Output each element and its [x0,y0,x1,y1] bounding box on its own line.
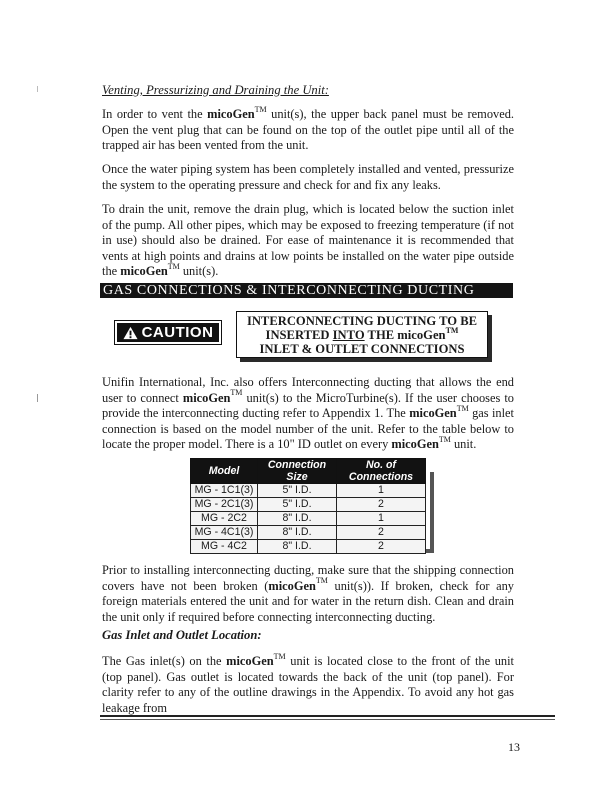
table-cell-model: MG - 4C1(3) [191,526,258,540]
brand-name: micoGen [226,654,274,668]
caution-label-box [114,320,222,345]
paragraph-drain: To drain the unit, remove the drain plug, which is located below the suction inlet of the pump. All other pipes, which may be exposed to freezing temperature (if not in use) should also be drained. For ease of maintenance it is recommended that vents at high points and drains at low points be installed on the water pipe outside the micoGen™ unit(s). [102,202,514,279]
table-cell-count: 2 [337,540,426,554]
table-cell-size: 8" I.D. [258,526,337,540]
margin-tick-mid [37,394,38,402]
table-cell-count: 2 [337,526,426,540]
table-cell-model: MG - 2C2 [191,512,258,526]
caution-text: CAUTION [141,323,214,341]
notice-line-2: INSERTED INTO THE micoGen™ [265,325,459,342]
brand-name: micoGen [409,406,457,421]
section-header-bar: GAS CONNECTIONS & INTERCONNECTING DUCTING [100,283,513,298]
caution-notice-box [236,311,488,358]
table-row [191,484,426,498]
table-row [191,526,426,540]
brand-name: micoGen [268,578,316,593]
connections-table [190,458,426,554]
table-cell-model: MG - 1C1(3) [191,484,258,498]
table-row [191,498,426,512]
table-row [191,512,426,526]
footer-rule [100,715,555,717]
table-cell-count: 2 [337,498,426,512]
table-header-cell: Model [191,459,258,484]
section-heading-venting: Venting, Pressurizing and Draining the Unit: [102,83,329,97]
brand-name: micoGen [120,264,168,279]
notice-line-3: INLET & OUTLET CONNECTIONS [259,342,465,356]
notice-line-1: INTERCONNECTING DUCTING TO BE [246,314,478,328]
table-header-cell: Connection Size [258,459,337,484]
paragraph-gas-location: The Gas inlet(s) on the micoGen™ unit is located close to the front of the unit (top panel). Gas outlet is located towards the back of the unit (top panel). For clarity refer to any of the outline drawings in the Appendix. To avoid any hot gas leakage from [102,651,514,715]
table-cell-size: 8" I.D. [258,512,337,526]
brand-name: micoGen [182,390,231,405]
table-cell-model: MG - 2C1(3) [191,498,258,512]
warning-triangle-icon [123,326,138,340]
paragraph-pressurize: Once the water piping system has been completely installed and vented, pressurize the system to the operating pressure and check for and fix any leaks. [102,162,514,192]
section-heading-gas-location: Gas Inlet and Outlet Location: [102,628,262,642]
paragraph-vent: In order to vent the micoGen™ unit(s), the upper back panel must be removed. Open the vent plug that can be found on the top of the outlet pipe until all of the trapped air has been vented from the unit. [102,104,514,153]
margin-tick-top [37,86,38,92]
table-cell-count: 1 [337,512,426,526]
table-shadow-right [430,472,434,552]
table-cell-count: 1 [337,484,426,498]
brand-name: micoGen [207,107,255,121]
table-header-row [191,459,426,484]
table-cell-model: MG - 4C2 [191,540,258,554]
brand-name: micoGen [391,437,439,452]
footer-rule-thin [100,719,555,720]
table-header-cell: No. of Connections [337,459,426,484]
table-cell-size: 5" I.D. [258,498,337,512]
table-cell-size: 8" I.D. [258,540,337,554]
paragraph-ducting: Unifin International, Inc. also offers Interconnecting ducting that allows the end user to connect micoGen™ unit(s) to the MicroTurbine(s). If the user chooses to provide the interconnecting ducting refer to Appendix 1. The micoGen™ gas inlet connection is based on the model number of the unit. Refer to the table below to locate the proper model. There is a 10" ID outlet on every micoGen™ unit. [102,375,514,452]
table-cell-size: 5" I.D. [258,484,337,498]
table-row [191,540,426,554]
paragraph-shipping-covers: Prior to installing interconnecting ducting, make sure that the shipping connection covers have not been broken (micoGen™ unit(s)). If broken, check for any foreign materials entered the unit and for water in the return dish. Clean and drain the unit only if required before connecting interconnecting ducting. [102,563,514,624]
page-number: 13 [508,740,520,754]
